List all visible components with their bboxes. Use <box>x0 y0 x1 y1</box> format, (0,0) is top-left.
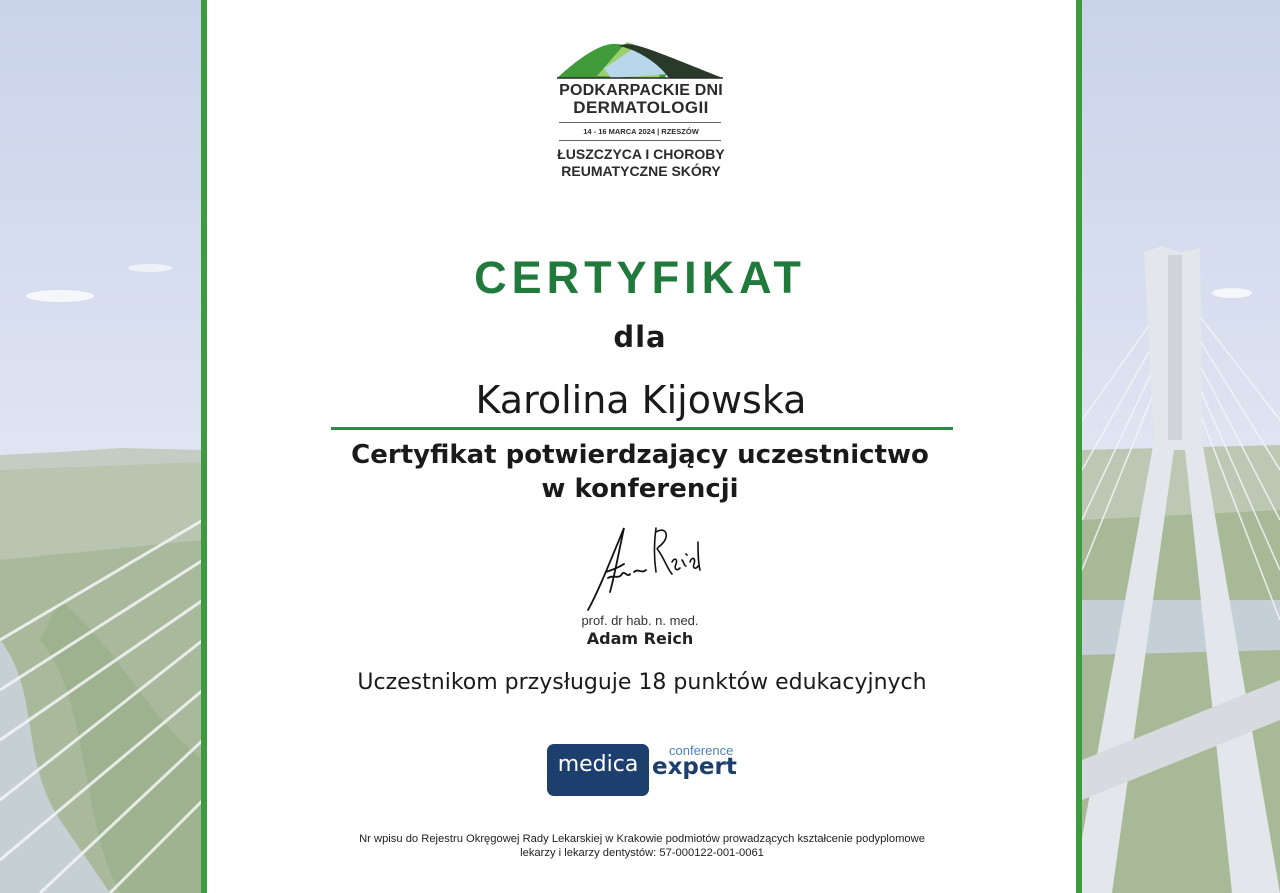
handwritten-signature <box>584 522 704 614</box>
recipient-underline <box>331 427 953 430</box>
mountain-logo-icon <box>549 38 729 80</box>
signatory-title: prof. dr hab. n. med. <box>581 613 699 628</box>
certificate-title: CERTYFIKAT <box>474 252 806 303</box>
signatory-name: Adam Reich <box>586 629 694 648</box>
logo-title-line1: PODKARPACKIE DNI <box>559 82 723 99</box>
organizer-logo-expert: expert <box>652 754 737 780</box>
for-label: dla <box>613 320 667 354</box>
logo-date-location: 14 - 16 MARCA 2024 | RZESZÓW <box>583 127 699 136</box>
organizer-logo-medica: medica <box>557 752 639 777</box>
recipient-name: Karolina Kijowska <box>475 378 807 422</box>
logo-title-line2: DERMATOLOGII <box>573 98 709 117</box>
registry-note-line2: lekarzy i lekarzy dentystów: 57-000122-001-0061 <box>520 847 764 859</box>
education-points-text: Uczestnikom przysługuje 18 punktów edukacyjnych <box>357 670 927 695</box>
registry-note-line1: Nr wpisu do Rejestru Okręgowej Rady Lekarskiej w Krakowie podmiotów prowadzących kształcenie podyplomowe <box>359 833 925 845</box>
organizer-logo-conference: conference <box>669 743 734 758</box>
logo-topic-line2: REUMATYCZNE SKÓRY <box>561 163 721 179</box>
confirmation-line1: Certyfikat potwierdzający uczestnictwo <box>351 440 929 470</box>
right-bridge-photo <box>1082 0 1280 893</box>
logo-divider-top <box>559 122 721 123</box>
right-green-border <box>1076 0 1082 893</box>
left-bridge-photo <box>0 0 203 893</box>
logo-topic-line1: ŁUSZCZYCA I CHOROBY <box>557 146 725 162</box>
confirmation-text <box>320 438 960 506</box>
confirmation-line2: w konferencji <box>541 474 739 504</box>
logo-divider-bottom <box>559 140 721 141</box>
